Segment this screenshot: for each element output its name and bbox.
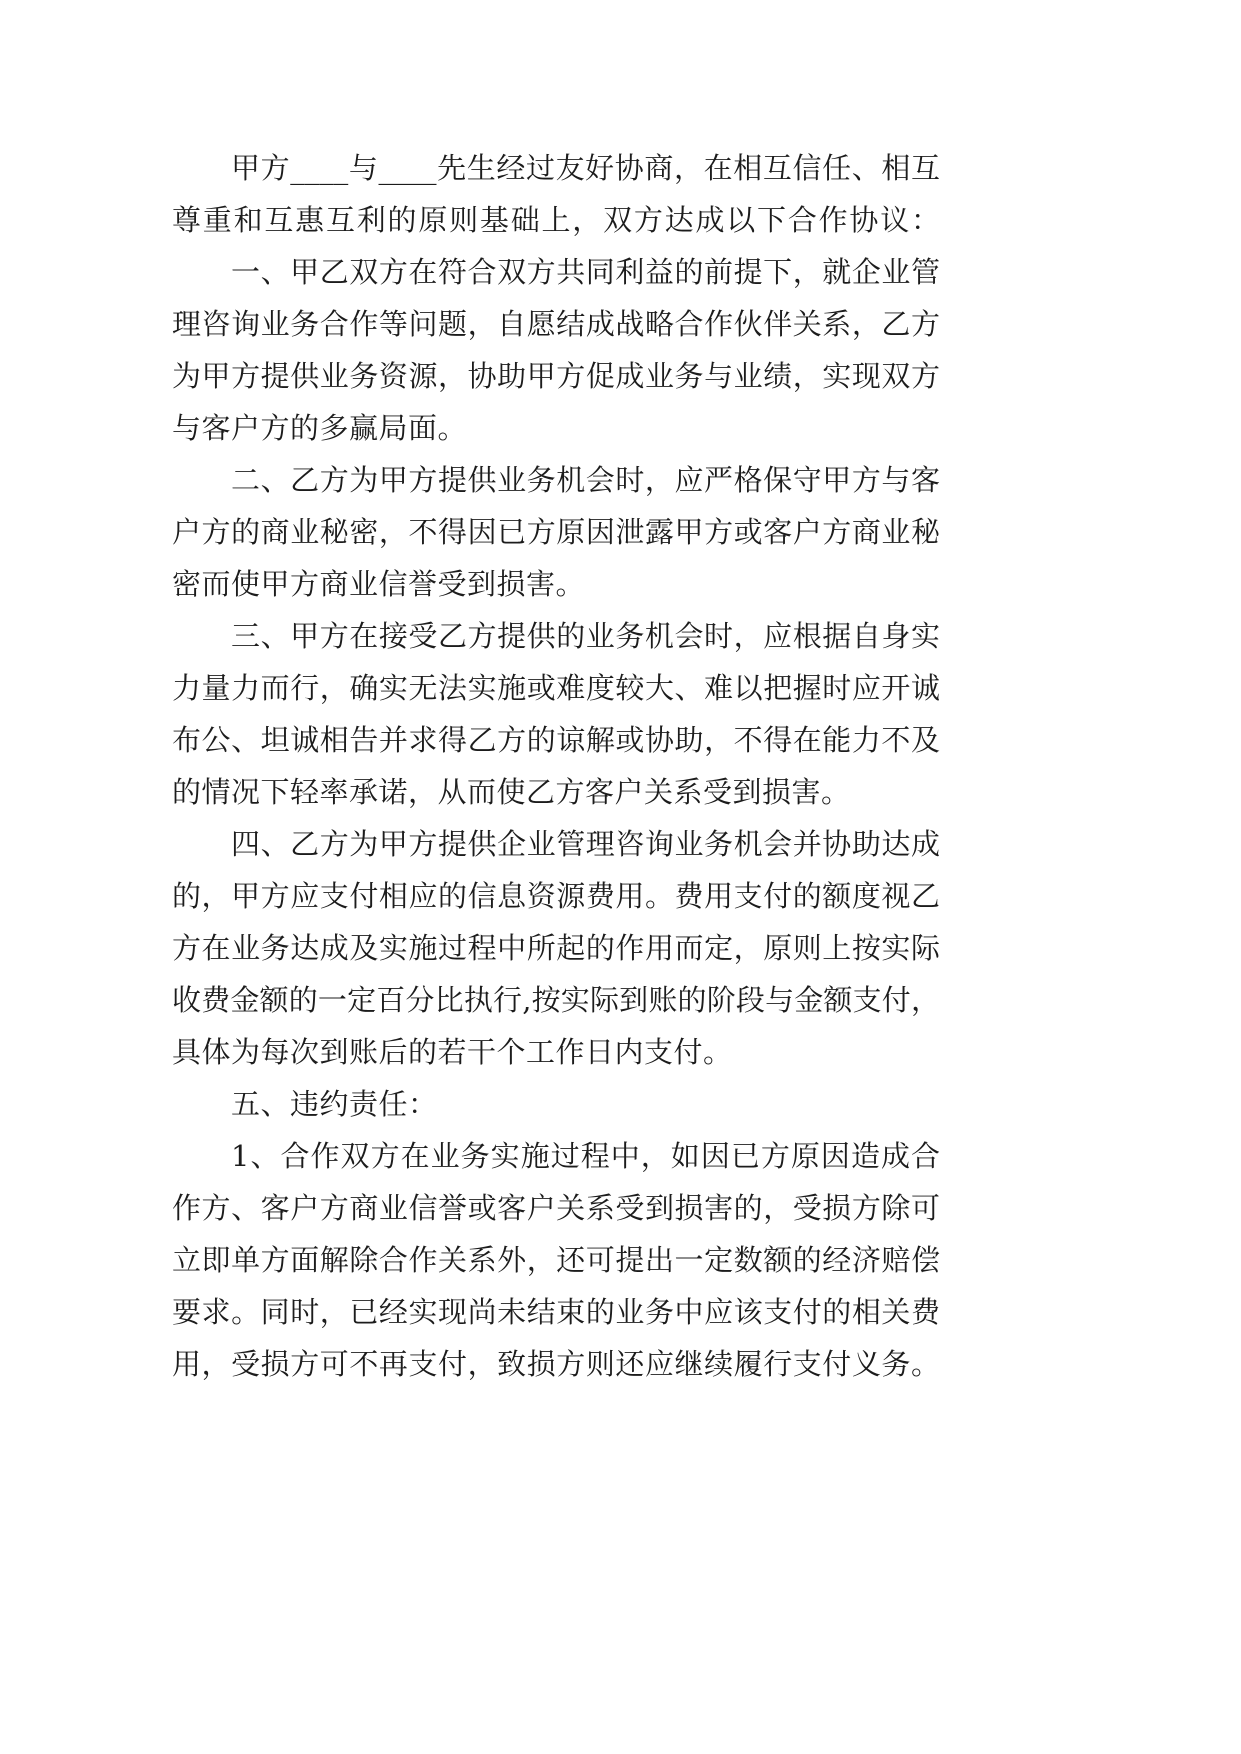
text-line: 的，甲方应支付相应的信息资源费用。费用支付的额度视乙 (172, 879, 940, 913)
text-line: 四、乙方为甲方提供企业管理咨询业务机会并协助达成 (231, 827, 940, 861)
text-line: 一、甲乙双方在符合双方共同利益的前提下，就企业管 (231, 255, 940, 289)
text-line: 的情况下轻率承诺，从而使乙方客户关系受到损害。 (172, 775, 851, 809)
text-line: 要求。同时，已经实现尚未结束的业务中应该支付的相关费 (172, 1295, 940, 1329)
text-line: 尊重和互惠互利的原则基础上，双方达成以下合作协议： (172, 203, 940, 237)
document-body (172, 142, 940, 1390)
text-line: 收费金额的一定百分比执行,按实际到账的阶段与金额支付， (172, 983, 940, 1017)
text-line: 力量力而行，确实无法实施或难度较大、难以把握时应开诚 (172, 671, 940, 705)
text-line: 立即单方面解除合作关系外，还可提出一定数额的经济赔偿 (172, 1243, 940, 1277)
text-line: 五、违约责任： (231, 1087, 438, 1121)
text-line: 户方的商业秘密，不得因已方原因泄露甲方或客户方商业秘 (172, 515, 940, 549)
text-line: 密而使甲方商业信誉受到损害。 (172, 567, 586, 601)
text-line: 用，受损方可不再支付，致损方则还应继续履行支付义务。 (172, 1347, 940, 1381)
text-line: 方在业务达成及实施过程中所起的作用而定，原则上按实际 (172, 931, 940, 965)
paragraph-preamble (172, 142, 940, 246)
text-line: 具体为每次到账后的若干个工作日内支付。 (172, 1035, 733, 1069)
text-line: 1、合作双方在业务实施过程中，如因已方原因造成合 (231, 1139, 940, 1173)
paragraph-clause-2 (172, 454, 940, 610)
text-line: 理咨询业务合作等问题，自愿结成战略合作伙伴关系，乙方 (172, 307, 940, 341)
paragraph-liability-item-1 (172, 1130, 940, 1390)
text-line: 与客户方的多赢局面。 (172, 411, 468, 445)
paragraph-clause-4 (172, 818, 940, 1078)
text-line: 为甲方提供业务资源，协助甲方促成业务与业绩，实现双方 (172, 359, 940, 393)
section-heading-liability (172, 1078, 940, 1130)
text-line: 三、甲方在接受乙方提供的业务机会时，应根据自身实 (231, 619, 940, 653)
text-line: 布公、坦诚相告并求得乙方的谅解或协助，不得在能力不及 (172, 723, 940, 757)
paragraph-clause-3 (172, 610, 940, 818)
text-line: 作方、客户方商业信誉或客户关系受到损害的，受损方除可 (172, 1191, 940, 1225)
text-line: 甲方____与____先生经过友好协商，在相互信任、相互 (231, 151, 940, 185)
text-line: 二、乙方为甲方提供业务机会时，应严格保守甲方与客 (231, 463, 940, 497)
paragraph-clause-1 (172, 246, 940, 454)
